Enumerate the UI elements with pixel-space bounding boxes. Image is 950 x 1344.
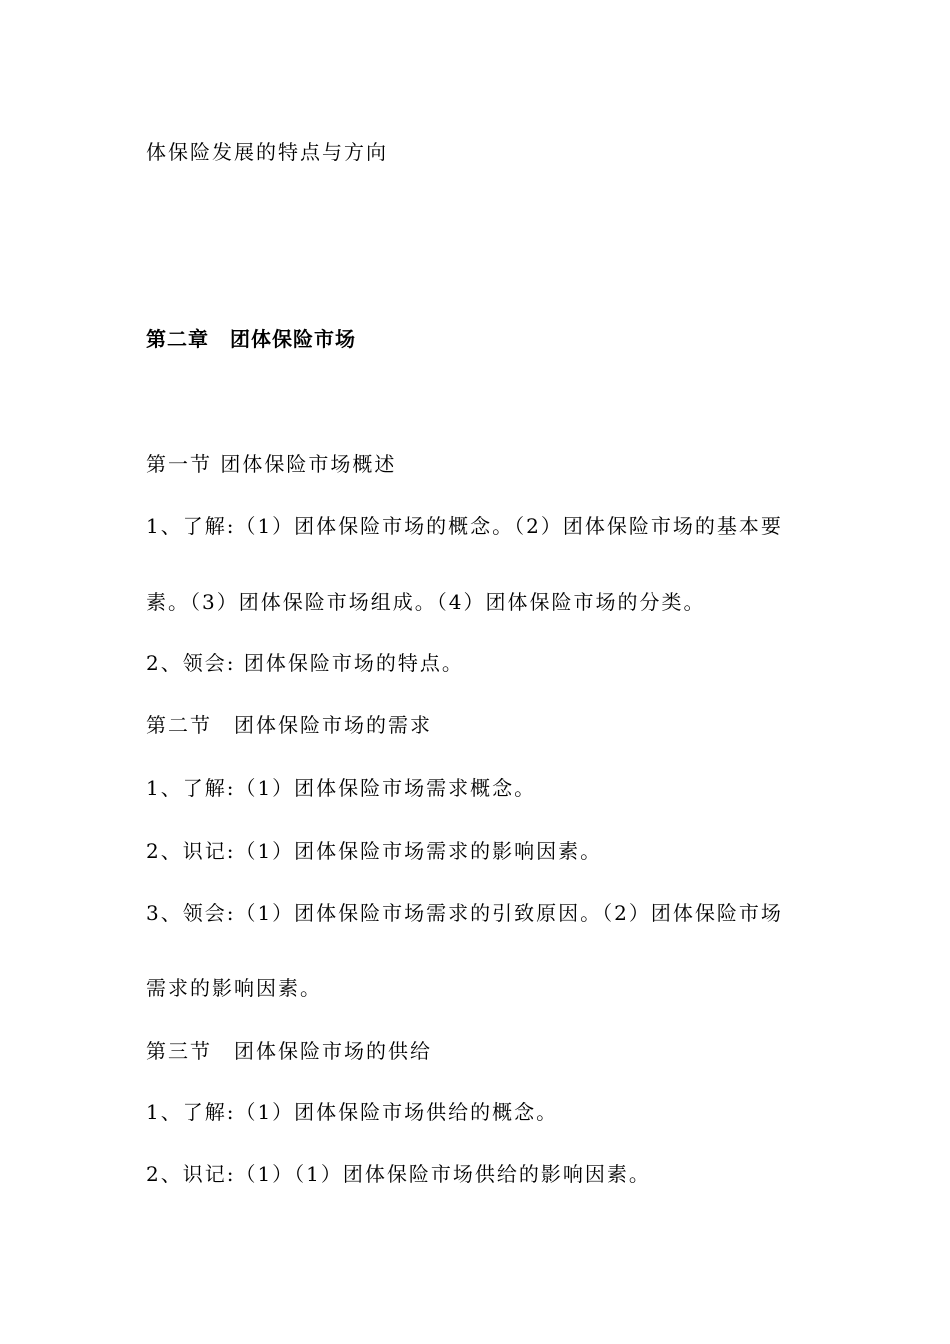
list-item-continuation: 素。（3）团体保险市场组成。（4）团体保险市场的分类。	[146, 590, 706, 614]
list-item: 1、了解:（1）团体保险市场需求概念。	[146, 776, 537, 800]
section-heading-3: 第三节 团体保险市场的供给	[146, 1039, 432, 1063]
list-item: 2、领会: 团体保险市场的特点。	[146, 651, 464, 675]
list-item: 1、了解:（1）团体保险市场供给的概念。	[146, 1100, 559, 1124]
section-heading-2: 第二节 团体保险市场的需求	[146, 713, 432, 737]
list-item: 2、识记:（1）（1）团体保险市场供给的影响因素。	[146, 1162, 651, 1186]
list-item-continuation: 需求的影响因素。	[146, 976, 322, 1000]
paragraph-continuation: 体保险发展的特点与方向	[146, 140, 388, 164]
section-heading-1: 第一节 团体保险市场概述	[146, 452, 397, 476]
list-item: 1、了解:（1）团体保险市场的概念。（2）团体保险市场的基本要	[146, 514, 783, 538]
chapter-heading: 第二章 团体保险市场	[146, 327, 356, 351]
list-item: 2、识记:（1）团体保险市场需求的影响因素。	[146, 839, 603, 863]
list-item: 3、领会:（1）团体保险市场需求的引致原因。（2）团体保险市场	[146, 901, 783, 925]
